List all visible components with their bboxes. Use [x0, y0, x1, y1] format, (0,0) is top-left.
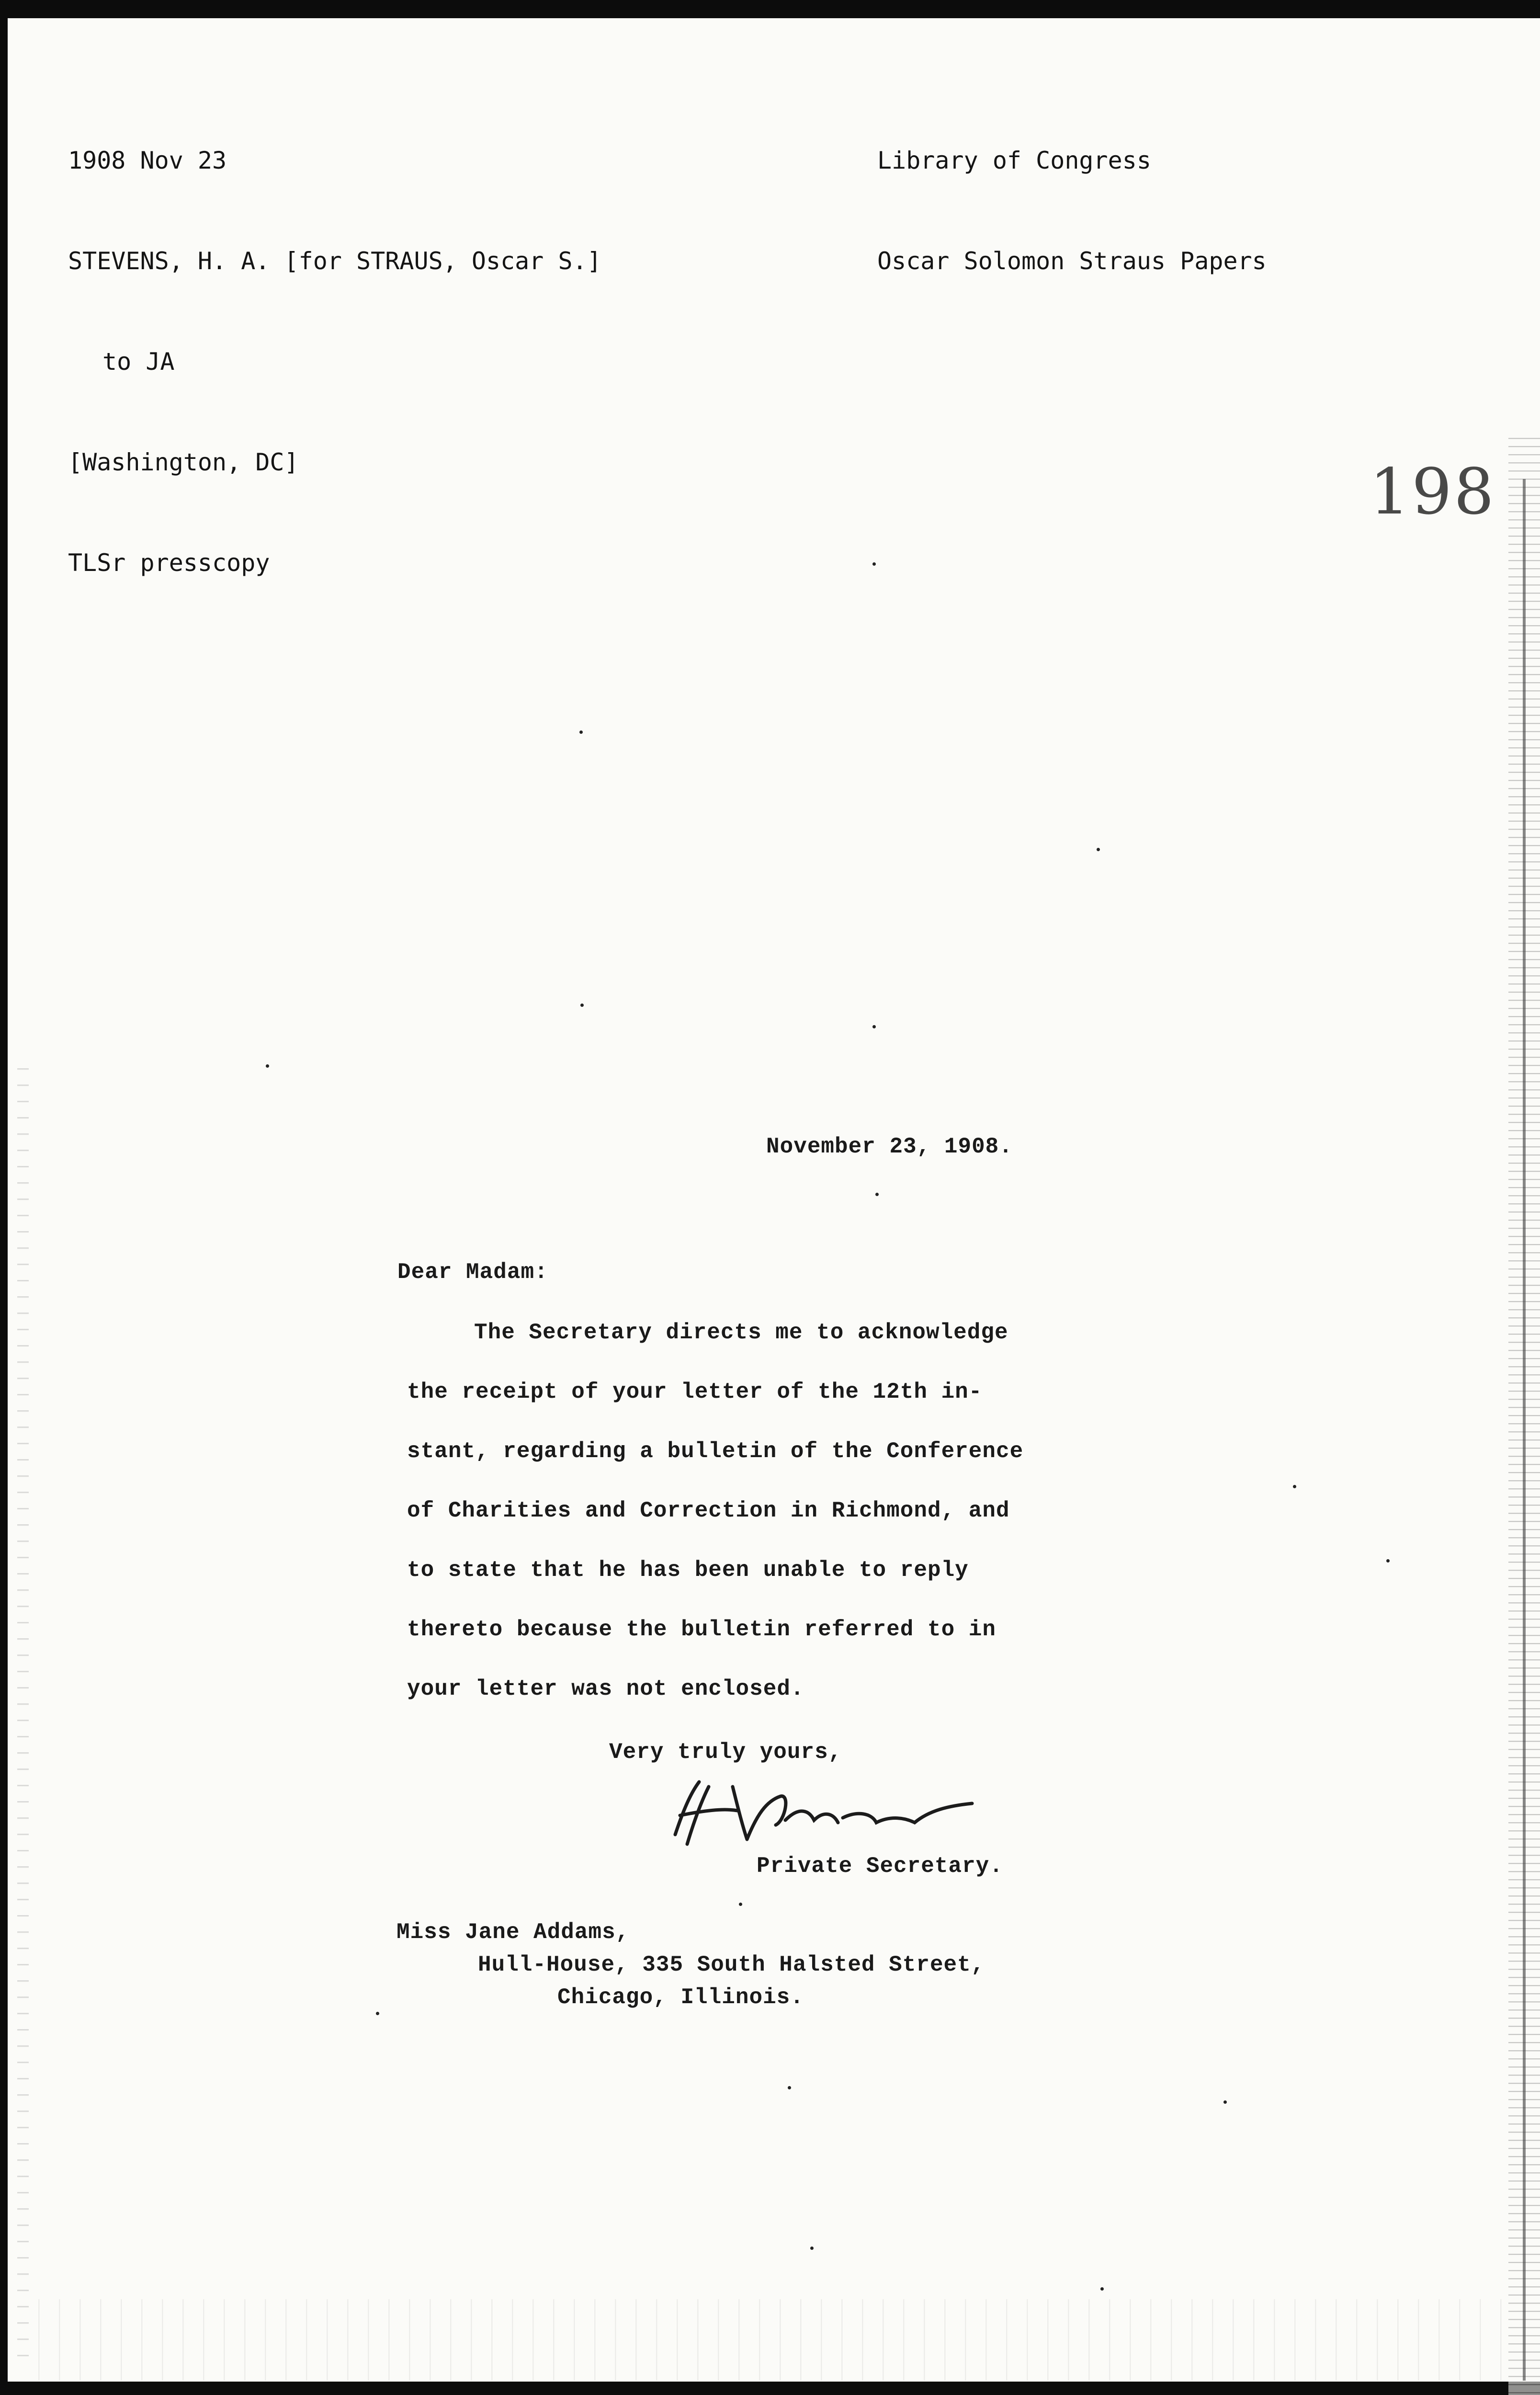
catalog-date: 1908 Nov 23 — [68, 147, 227, 174]
scan-speck — [1293, 1485, 1296, 1488]
scan-bottom-border — [0, 2382, 1540, 2395]
catalog-recipient: to JA — [102, 348, 175, 376]
letter-closing: Very truly yours, — [609, 1740, 842, 1765]
catalog-place: [Washington, DC] — [68, 448, 299, 476]
scan-speck — [1100, 2287, 1104, 2291]
letter-body-line: to state that he has been unable to reply — [407, 1558, 969, 1583]
scan-left-edge-noise — [17, 1054, 29, 2371]
letter-body-line: of Charities and Correction in Richmond, and — [407, 1498, 1010, 1523]
letter-body-line: thereto because the bulletin referred to in — [407, 1617, 996, 1642]
recipient-street: Hull-House, 335 South Halsted Street, — [478, 1952, 985, 1977]
scan-speck — [810, 2247, 814, 2250]
letter-salutation: Dear Madam: — [397, 1260, 548, 1285]
handwritten-signature — [666, 1777, 982, 1849]
scan-speck — [580, 1004, 584, 1007]
scan-speck — [266, 1064, 269, 1068]
scan-speck — [1386, 1559, 1390, 1562]
recipient-address — [396, 1916, 985, 2014]
catalog-author: STEVENS, H. A. [for STRAUS, Oscar S.] — [68, 247, 601, 275]
letter-date: November 23, 1908. — [766, 1134, 1013, 1159]
letter-body-line: stant, regarding a bulletin of the Conference — [407, 1439, 1024, 1464]
scan-left-border — [0, 0, 8, 2395]
scan-bottom-noise — [19, 2299, 1504, 2381]
scan-speck — [739, 1903, 742, 1906]
letter-body-line: your letter was not enclosed. — [407, 1676, 804, 1701]
scan-top-border — [0, 0, 1540, 18]
catalog-repository: Library of Congress — [877, 147, 1151, 174]
signer-title: Private Secretary. — [757, 1854, 1003, 1879]
scan-speck — [788, 2086, 791, 2089]
scan-right-edge-line — [1523, 479, 1526, 2381]
scan-speck — [579, 730, 583, 734]
page-number: 198 — [1370, 455, 1496, 529]
scan-speck — [872, 562, 876, 566]
scan-speck — [376, 2012, 379, 2015]
recipient-city: Chicago, Illinois. — [557, 1985, 804, 2010]
catalog-header-right — [877, 77, 1267, 345]
letter-body-line: The Secretary directs me to acknowledge — [474, 1320, 1008, 1345]
scan-speck — [872, 1025, 876, 1028]
scan-speck — [875, 1193, 879, 1196]
catalog-header-left — [68, 77, 601, 647]
catalog-collection: Oscar Solomon Straus Papers — [877, 247, 1267, 275]
letter-body — [407, 1318, 1023, 1734]
catalog-document-type: TLSr presscopy — [68, 549, 270, 577]
recipient-name: Miss Jane Addams, — [396, 1920, 630, 1945]
letter-body-line: the receipt of your letter of the 12th in- — [407, 1380, 983, 1404]
scan-speck — [1097, 848, 1100, 851]
scan-speck — [1223, 2100, 1227, 2104]
